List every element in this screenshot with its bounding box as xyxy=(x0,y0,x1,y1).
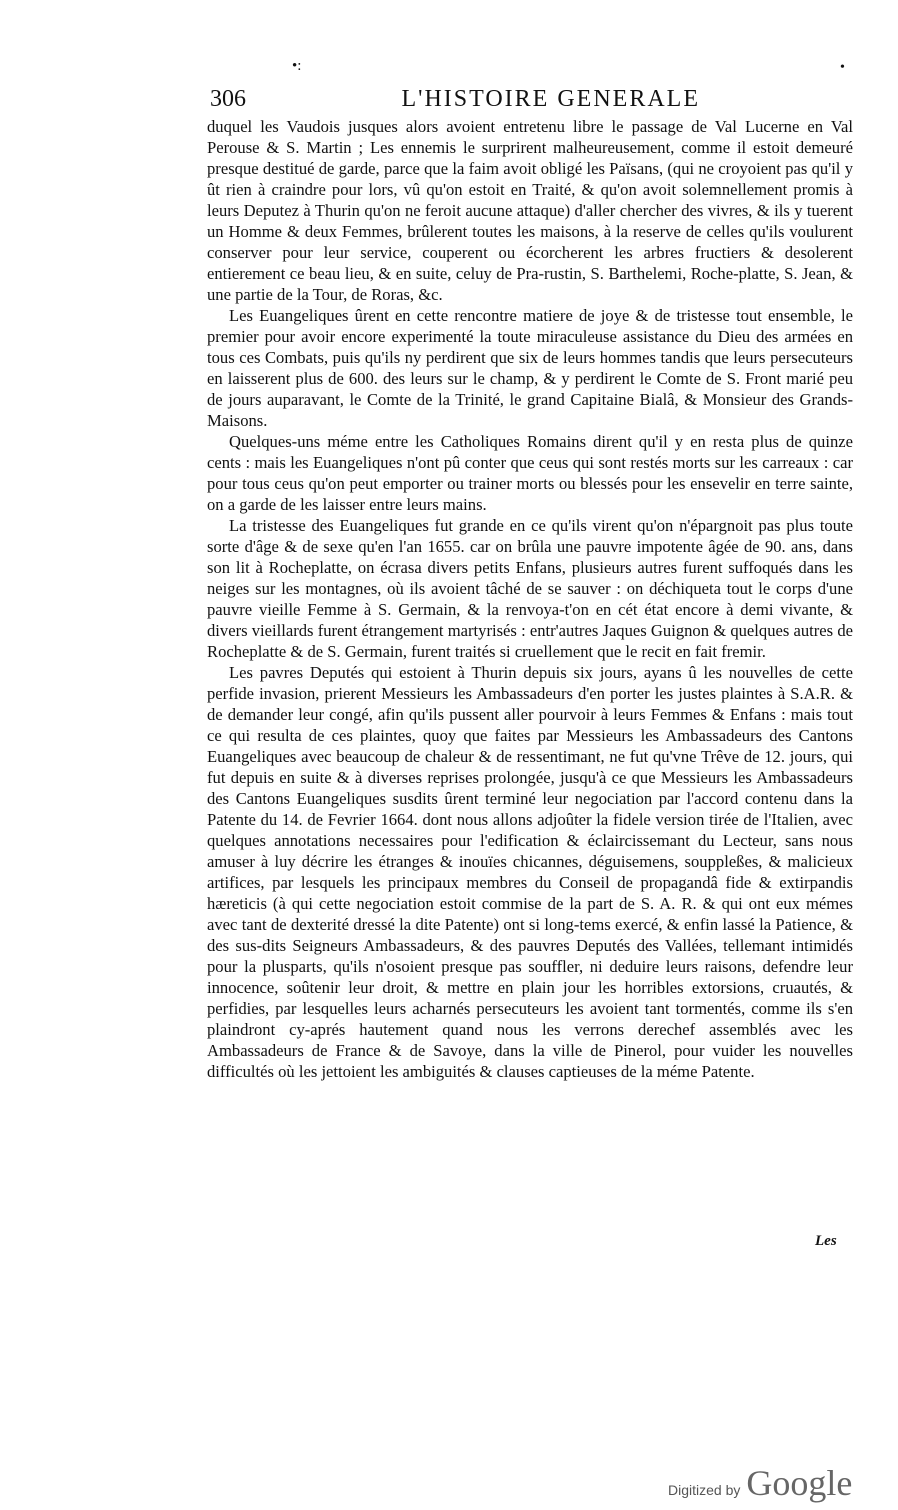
page-header xyxy=(210,86,700,118)
running-title: L'HISTOIRE GENERALE xyxy=(401,86,700,112)
page-mark-right: • xyxy=(840,60,845,75)
paragraph: Les Euangeliques ûrent en cette rencontre matiere de joye & de tristesse tout ensemble, le premier pour avoir encore experimenté la toute miraculeuse assistance du Dieu des armées en tous ces Combats, puis qu'ils ny perdirent que six de leurs hommes tandis que leurs persecuteurs en laisserent plus de 600. des leurs sur le champ, & y perdirent le Comte de S. Front marié peu de jours auparavant, le Comte de la Trinité, le grand Capitaine Bialâ, & Monsieur des Grands-Maisons. xyxy=(207,306,853,430)
digitized-watermark xyxy=(668,1462,852,1508)
watermark-label: Digitized by xyxy=(668,1482,741,1498)
page-number: 306 xyxy=(210,86,246,112)
body-text xyxy=(207,116,853,1082)
catchword: Les xyxy=(815,1233,837,1249)
page-mark: •: xyxy=(292,58,302,74)
paragraph: La tristesse des Euangeliques fut grande en ce qu'ils virent qu'on n'épargnoit pas plus toute sorte d'âge & de sexe qu'en l'an 1655. car on brûla une pauvre impotente âgée de 90. ans, dans son lit à Rocheplatte, on écrasa divers petits Enfans, plusieurs autres furent suffoqués dans les neiges sur les montagnes, où ils avoient tâché de se sauver : on déchiqueta tout le corps d'une pauvre vieille Femme à S. Germain, & la renvoya-t'on en cét état encore à demi vivante, & divers vieillards furent étrangement martyrisés : entr'autres Jaques Guignon & quelques autres de Rocheplatte & de S. Germain, furent traités si cruellement que le recit en fait fremir. xyxy=(207,516,853,661)
paragraph: Quelques-uns méme entre les Catholiques Romains dirent qu'il y en resta plus de quinze cents : mais les Euangeliques n'ont pû conter que ceus qui sont restés morts sur les carreaux : car pour tous ceus qu'on peut emporter ou trainer morts ou blessés pour les ensevelir en terre sainte, on a garde de les laisser entre leurs mains. xyxy=(207,432,853,514)
paragraph: Les pavres Deputés qui estoient à Thurin depuis six jours, ayans û les nouvelles de cette perfide invasion, prierent Messieurs les Ambassadeurs d'en porter les justes plaintes à S.A.R. & de demander leur congé, afin qu'ils pussent aller pourvoir à leurs Femmes & Enfans : mais tout ce qui resulta de ces plaintes, quoy que faites par Messieurs les Ambassadeurs des Cantons Euangeliques avec beaucoup de chaleur & de ressentimant, ne fut qu'vne Trêve de 12. jours, qui fut depuis en suite & à diverses reprises prolongée, jusqu'à ce que Messieurs les Ambassadeurs des Cantons Euangeliques susdits ûrent terminé leur negociation par l'accord contenu dans la Patente du 14. de Fevrier 1664. dont nous allons adjoûter la fidele version tirée de l'Italien, avec quelques annotations necessaires pour l'edification & éclaircissemant du Lecteur, sans nous amuser à luy décrire les étranges & inouïes chicannes, déguisemens, souppleßes, & malicieux artifices, par lesquels les principaux membres du Conseil de propagandâ fide & extirpandis hæreticis (à qui cette negociation estoit commise de la part de S. A. R. & qui ont eux mémes avec tant de dexterité dressé la dite Patente) ont si long-tems exercé, & enfin lassé la Patience, & des sus-dits Seigneurs Ambassadeurs, & des pauvres Deputés des Vallées, tellemant intimidés pour la plusparts, qu'ils n'osoient presque pas souffler, ni deduire leurs raisons, defendre leur innocence, soûtenir leur droit, & mettre en plain jour les horribles extorsions, cruautés, & perfidies, par lesquelles leurs acharnés persecuteurs les avoient tant tormentés, comme ils s'en plaindront cy-aprés hautement quand nous les verrons derechef assemblés avec les Ambassadeurs de France & de Savoye, dans la ville de Pinerol, pour vuider les nouvelles difficultés où les jettoient les ambiguités & clauses captieuses de la méme Patente. xyxy=(207,663,853,1081)
watermark-brand: Google xyxy=(746,1463,853,1503)
paragraph: duquel les Vaudois jusques alors avoient entretenu libre le passage de Val Lucerne en Val Perouse & S. Martin ; Les ennemis le surprirent malheureusement, comme il estoit demeuré presque destitué de garde, parce que la faim avoit obligé les Païsans, (qui ne croyoient pas qu'il y ût rien à craindre pour lors, vû qu'on estoit en Traité, & qu'on avoit solemnellement promis à leurs Deputez à Thurin qu'on ne feroit aucune attaque) d'aller chercher des vivres, & ils y tuerent un Homme & deux Femmes, brûlerent toutes les maisons, à la reserve de celles qu'ils voulurent conserver pour leur service, couperent ou écorcherent les arbres fructiers & desolerent entierement ce beau lieu, & en suite, celuy de Pra-rustin, S. Barthelemi, Roche-platte, S. Jean, & une partie de la Tour, de Roras, &c. xyxy=(207,117,853,304)
